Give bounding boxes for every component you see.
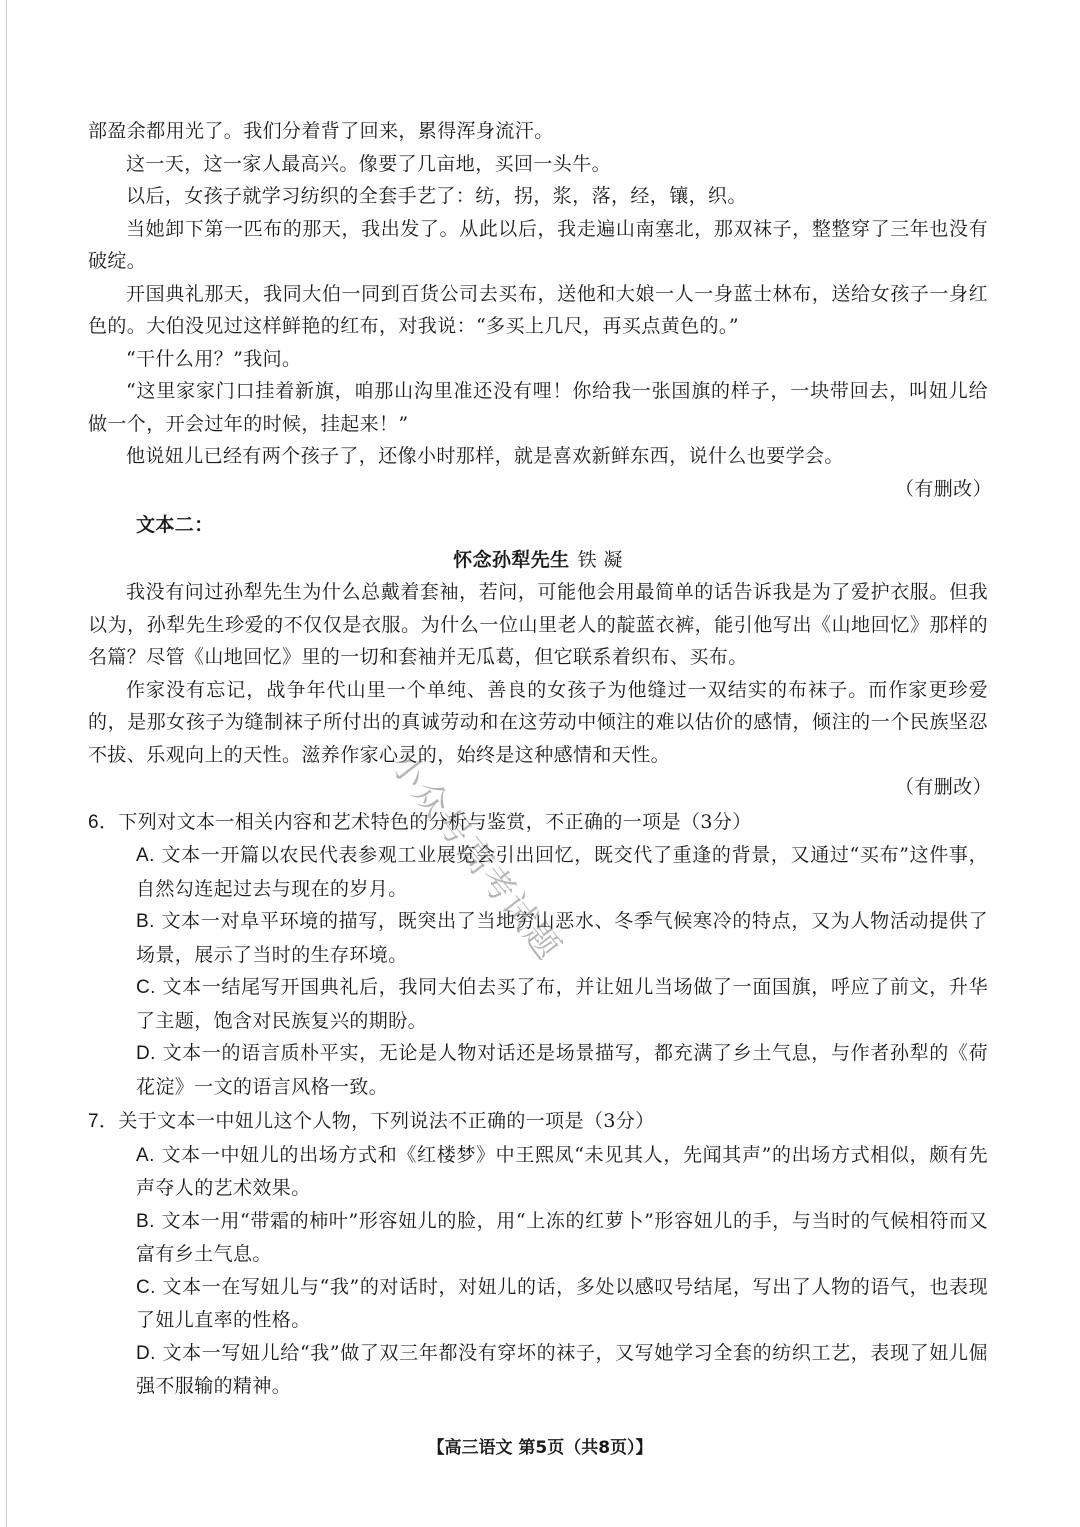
question-number: 6．	[88, 811, 119, 833]
question-7-option-b	[88, 1205, 988, 1271]
option-text: 文本一开篇以农民代表参观工业展览会引出回忆，既交代了重逢的背景，又通过“买布”这件事，自然勾连起过去与现在的岁月。	[136, 844, 988, 900]
text-two-paragraph: 作家没有忘记，战争年代山里一个单纯、善良的女孩子为他缝过一双结实的布袜子。而作家更珍爱的，是那女孩子为缝制袜子所付出的真诚劳动和在这劳动中倾注的难以估价的感情，倾注的一个民族坚忍不拔、乐观向上的天性。滋养作家心灵的，始终是这种感情和天性。	[88, 678, 988, 766]
page-content	[88, 115, 992, 1403]
option-text: 文本一中妞儿的出场方式和《红楼梦》中王熙凤“未见其人，先闻其声”的出场方式相似，颇有先声夺人的艺术效果。	[136, 1143, 988, 1199]
text-two-label: 文本二：	[136, 514, 214, 536]
question-7-option-d	[88, 1337, 988, 1403]
option-letter: C.	[136, 1276, 156, 1298]
edited-note: （有删改）	[894, 776, 992, 798]
option-text: 文本一在写妞儿与“我”的对话时，对妞儿的话，多处以感叹号结尾，写出了人物的语气，也表现了妞儿直率的性格。	[136, 1275, 988, 1331]
option-letter: C.	[136, 977, 156, 998]
option-text: 文本一用“带霜的柿叶”形容妞儿的脸，用“上冻的红萝卜”形容妞儿的手，与当时的气候相符而又富有乡土气息。	[136, 1209, 988, 1265]
text-one-paragraph: “干什么用？”我问。	[126, 347, 302, 370]
option-letter: B.	[136, 911, 155, 932]
text-one-paragraph: 当她卸下第一匹布的那天，我出发了。从此以后，我走遍山南塞北，那双袜子，整整穿了三年也没有破绽。	[88, 217, 988, 272]
text-one-paragraph-continued: 部盈余都用光了。我们分着背了回来，累得浑身流汗。	[88, 120, 554, 142]
question-6-option-d	[88, 1037, 988, 1103]
question-6-option-b	[88, 905, 988, 971]
text-two-paragraph: 我没有问过孙犁先生为什么总戴着套袖，若问，可能他会用最简单的话告诉我是为了爱护衣服。但我以为，孙犁先生珍爱的不仅仅是衣服。为什么一位山里老人的靛蓝衣裤，能引他写出《山地回忆》那样的名篇？尽管《山地回忆》里的一切和套袖并无瓜葛，但它联系着织布、买布。	[88, 581, 988, 668]
question-6-stem	[88, 806, 988, 840]
option-text: 文本一结尾写开国典礼后，我同大伯去买了布，并让妞儿当场做了一面国旗，呼应了前文，升华了主题，饱含对民族复兴的期盼。	[136, 976, 988, 1032]
option-text: 文本一的语言质朴平实，无论是人物对话还是场景描写，都充满了乡土气息，与作者孙犁的《荷花淀》一文的语言风格一致。	[136, 1042, 988, 1098]
text-one-paragraph: 以后，女孩子就学习纺织的全套手艺了：纺，拐，浆，落，经，镶，织。	[126, 185, 747, 207]
question-6-option-c	[88, 971, 988, 1037]
text-one-paragraph: “这里家家门口挂着新旗，咱那山沟里准还没有哩！你给我一张国旗的样子，一块带回去，叫妞儿给做一个，开会过年的时候，挂起来！”	[88, 380, 988, 435]
option-letter: A.	[136, 1144, 155, 1166]
edited-note: （有删改）	[894, 477, 992, 500]
question-7-option-a	[88, 1139, 988, 1205]
option-text: 文本一写妞儿给“我”做了双三年都没有穿坏的袜子，又写她学习全套的纺织工艺，表现了妞儿倔强不服输的精神。	[136, 1341, 988, 1397]
text-one-paragraph: 这一天，这一家人最高兴。像要了几亩地，买回一头牛。	[126, 152, 612, 175]
question-number: 7．	[88, 1111, 119, 1132]
article-title-line	[88, 544, 988, 577]
article-title: 怀念孙犁先生	[453, 548, 570, 571]
page-footer: 【高三语文 第5页（共8页）】	[427, 1438, 653, 1458]
question-text: 下列对文本一相关内容和艺术特色的分析与鉴赏，不正确的一项是（3分）	[118, 810, 752, 833]
option-letter: A.	[136, 845, 155, 866]
question-7-option-c	[88, 1271, 988, 1337]
option-text: 文本一对阜平环境的描写，既突出了当地穷山恶水、冬季气候寒冷的特点，又为人物活动提供了场景，展示了当时的生存环境。	[136, 910, 988, 966]
text-one-paragraph: 开国典礼那天，我同大伯一同到百货公司去买布，送他和大娘一人一身蓝士林布，送给女孩子一身红色的。大伯没见过这样鲜艳的红布，对我说：“多买上几尺，再买点黄色的。”	[88, 282, 988, 337]
option-letter: B.	[136, 1210, 155, 1232]
page-edge-rule	[6, 0, 7, 1527]
article-author: 铁 凝	[577, 548, 623, 571]
option-letter: D.	[136, 1043, 156, 1064]
text-one-paragraph: 他说妞儿已经有两个孩子了，还像小时那样，就是喜欢新鲜东西，说什么也要学会。	[126, 445, 844, 467]
option-letter: D.	[136, 1342, 156, 1364]
question-text: 关于文本一中妞儿这个人物，下列说法不正确的一项是（3分）	[118, 1110, 655, 1132]
watermark: 小众号高考试题	[382, 744, 569, 969]
question-6-option-a	[88, 839, 988, 905]
question-7-stem	[88, 1105, 988, 1139]
